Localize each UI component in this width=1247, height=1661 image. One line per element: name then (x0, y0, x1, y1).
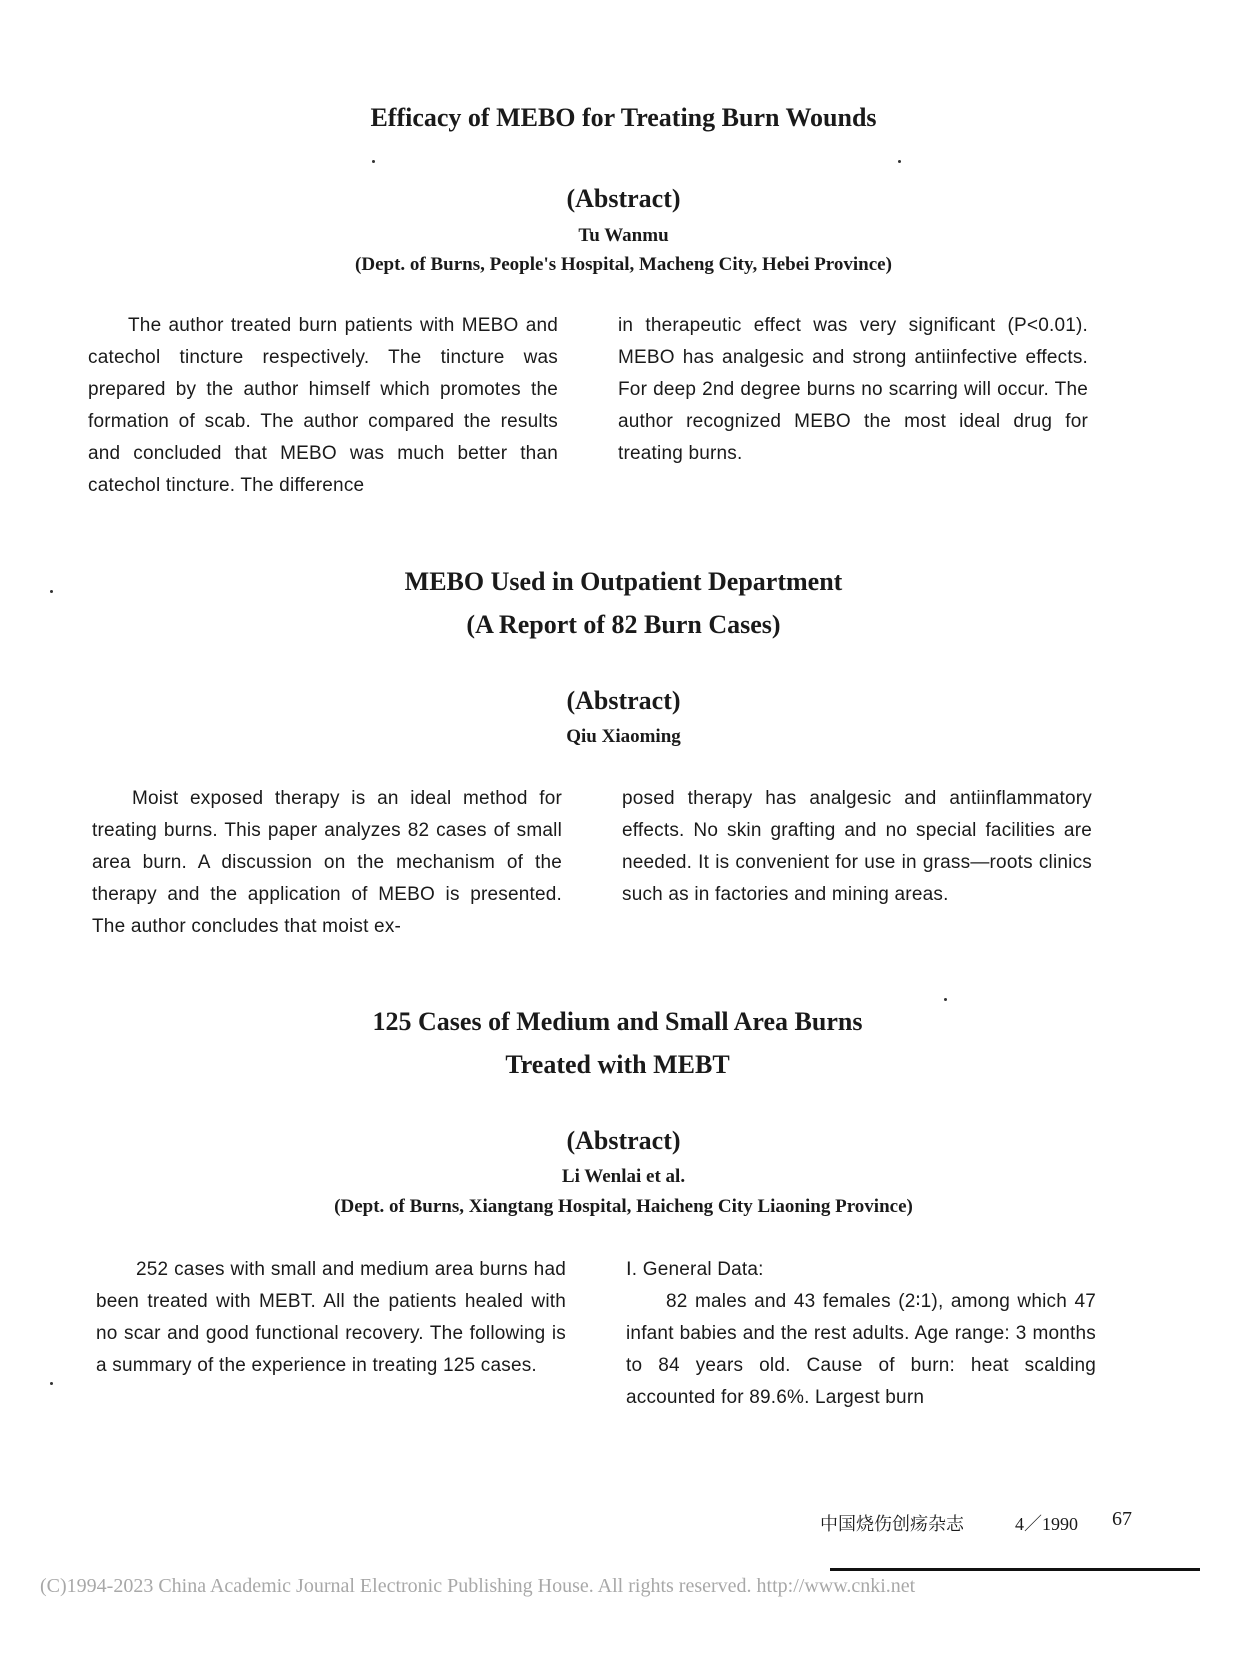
article-3-title-line-1: 125 Cases of Medium and Small Area Burns (372, 1007, 863, 1036)
footer-rule (830, 1568, 1200, 1571)
article-1-left-column (88, 310, 558, 502)
journal-name: 中国烧伤创疡杂志 (820, 1514, 964, 1534)
article-1-title-line-1: Efficacy of MEBO for Treating Burn Wounds (370, 103, 877, 132)
scan-speck (50, 590, 53, 593)
article-2-right-text: posed therapy has analgesic and antiinflammatory effects. No skin grafting and no special facilities are needed. It is convenient for use in grass—roots clinics such as in factories and mining areas. (622, 788, 1092, 905)
scan-speck (944, 998, 947, 1001)
article-3-abstract-label: (Abstract) (566, 1126, 681, 1155)
article-1-affiliation: (Dept. of Burns, People's Hospital, Macheng City, Hebei Province) (355, 254, 892, 275)
article-3-title-line-2: Treated with MEBT (505, 1050, 730, 1079)
article-1-title (0, 96, 1247, 139)
article-3-right-text: 82 males and 43 females (2∶1), among which 47 infant babies and the rest adults. Age range: 3 months to 84 years old. Cause of burn: heat scalding accounted for 89.6%. Largest burn (626, 1291, 1096, 1408)
article-3-affiliation: (Dept. of Burns, Xiangtang Hospital, Haicheng City Liaoning Province) (334, 1196, 913, 1217)
copyright-notice: (C)1994-2023 China Academic Journal Electronic Publishing House. All rights reserved. http://www.cnki.net (40, 1575, 916, 1597)
article-1-author: Tu Wanmu (578, 225, 669, 246)
article-2-left-column (92, 783, 562, 943)
scan-speck (50, 1382, 53, 1385)
article-3-right-column (626, 1254, 1096, 1414)
page-number: 67 (1112, 1508, 1132, 1530)
article-1-right-column (618, 310, 1088, 470)
article-2-author: Qiu Xiaoming (566, 726, 681, 747)
scan-speck (898, 160, 901, 163)
issue-number: 4／1990 (1015, 1514, 1078, 1534)
article-2-right-column (622, 783, 1092, 911)
article-2-left-text: Moist exposed therapy is an ideal method for treating burns. This paper analyzes 82 cases of small area burn. A discussion on the mechanism of the therapy and the application of MEBO is presented. The author concludes that moist ex- (92, 788, 562, 937)
article-3-left-text: 252 cases with small and medium area burns had been treated with MEBT. All the patients healed with no scar and good functional recovery. The following is a summary of the experience in treating 125 cases. (96, 1259, 566, 1376)
article-3-author: Li Wenlai et al. (561, 1166, 686, 1187)
article-2-abstract-label: (Abstract) (566, 686, 681, 715)
article-2-title (0, 560, 1247, 646)
article-1-left-text: The author treated burn patients with MEBO and catechol tincture respectively. The tincture was prepared by the author himself which promotes the formation of scab. The author compared the results and concluded that MEBO was much better than catechol tincture. The difference (88, 315, 558, 496)
article-2-title-line-1: MEBO Used in Outpatient Department (404, 567, 843, 596)
article-3-title (0, 1000, 1241, 1086)
article-3-left-column (96, 1254, 566, 1382)
article-1-right-text: in therapeutic effect was very significant (P<0.01). MEBO has analgesic and strong antiinfective effects. For deep 2nd degree burns no scarring will occur. The author recognized MEBO the most ideal drug for treating burns. (618, 315, 1088, 464)
article-2-title-line-2: (A Report of 82 Burn Cases) (466, 610, 781, 639)
article-1-abstract-label: (Abstract) (566, 184, 681, 213)
article-3-section-heading: Ⅰ. General Data: (626, 1259, 764, 1280)
scan-speck (372, 160, 375, 163)
